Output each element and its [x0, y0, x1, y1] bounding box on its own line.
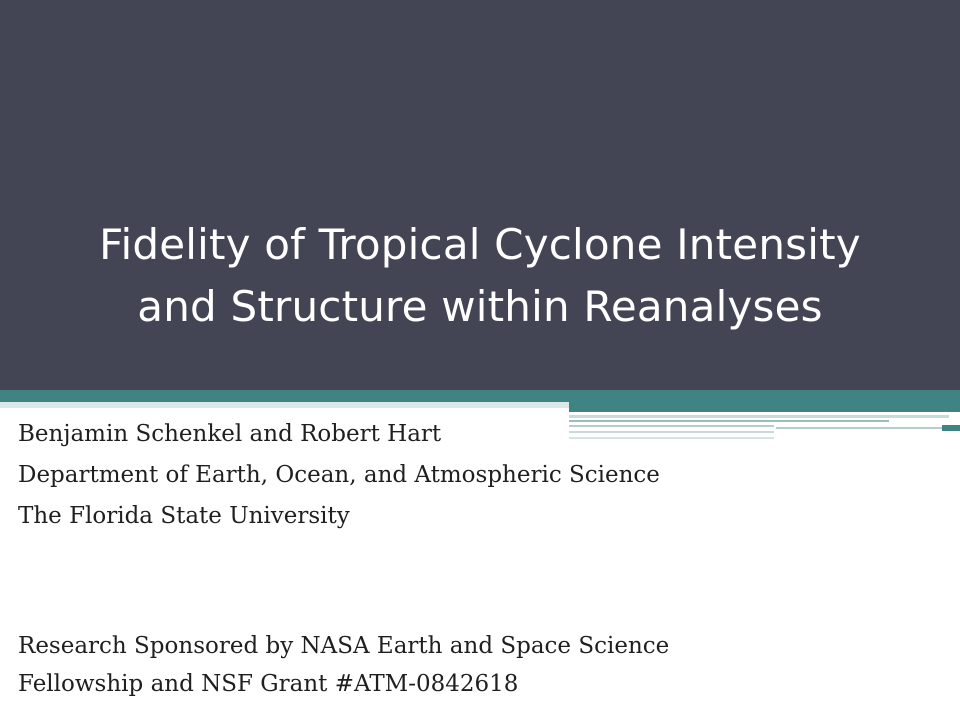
- slide-title-line-1: Fidelity of Tropical Cyclone Intensity: [99, 220, 861, 269]
- university: The Florida State University: [18, 503, 350, 529]
- department: Department of Earth, Ocean, and Atmospheric Science: [18, 462, 660, 488]
- sponsor-line-1: Research Sponsored by NASA Earth and Space Science: [18, 633, 670, 659]
- slide-title-line-2: and Structure within Reanalyses: [137, 282, 823, 331]
- sponsor-line-2: Fellowship and NSF Grant #ATM-0842618: [18, 671, 519, 697]
- accent-stripe-pale: [0, 402, 569, 408]
- authors: Benjamin Schenkel and Robert Hart: [18, 421, 442, 447]
- sponsor-note: [18, 627, 948, 703]
- accent-stripe-right: [569, 402, 960, 412]
- author-block: [18, 414, 948, 537]
- slide-title: [0, 214, 960, 338]
- accent-stripe: [0, 390, 960, 402]
